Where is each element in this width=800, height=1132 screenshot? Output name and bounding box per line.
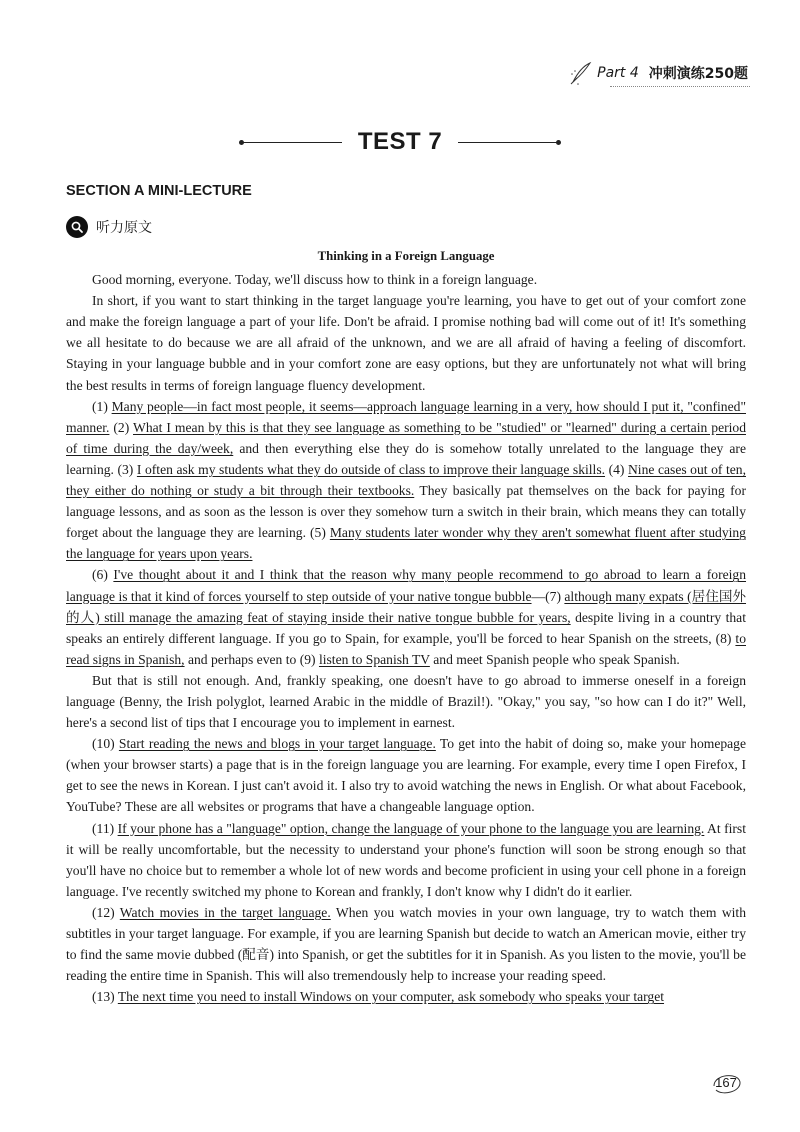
blank-number: (8) (711, 630, 736, 646)
blank-number: (3) (113, 461, 137, 477)
paragraph-5: But that is still not enough. And, frankly speaking, one doesn't have to go abroad to immerse oneself in a foreign language (Benny, the Irish polyglot, learned Arabic in the middle of Brazil!). "Okay," you say, "so how can I do it?" Well, here's a second list of tips that I encourage you to implement in earnest. (66, 672, 746, 731)
answer-sentence: What I mean by this is that they see language as something to be "studied" or "learned" during a certain period of time during the day/week, (66, 419, 746, 456)
paragraph-6 (66, 733, 746, 817)
blank-number: —(7) (531, 588, 565, 604)
blank-number: (1) (92, 398, 112, 414)
answer-sentence: Many students later wonder why they aren't somewhat fluent after studying the language for years upon years. (66, 525, 746, 562)
page-number (708, 1066, 744, 1098)
answer-sentence: Watch movies in the target language. (119, 904, 331, 920)
paragraph-8 (66, 902, 746, 986)
answer-sentence: to read signs in Spanish, (66, 630, 746, 667)
body-text: To get into the habit of doing so, make your homepage (when your browser starts) a page that is in the foreign language you are learning. For example, every time I open Firefox, I get to see the news in Korean. I just can't avoid it. I also try to avoid watching the news in English. Or what about Facebook, YouTube? These are all websites or programs that have a changeable language option. (66, 736, 747, 815)
body-text: despite living in a country that speaks an entirely different language. If you go to Spain, for example, you'll be forced to hear Spanish on the streets, (66, 609, 746, 646)
blank-number: (2) (109, 419, 133, 435)
article-title: Thinking in a Foreign Language (317, 249, 495, 263)
part-label: Part 4 (597, 65, 639, 81)
quill-icon (569, 60, 593, 86)
body-text: and meet Spanish people who speak Spanish. (429, 651, 680, 667)
answer-sentence: Start reading the news and blogs in your target language. (118, 736, 436, 752)
blank-number: (10) (92, 736, 119, 752)
paragraph-4 (66, 564, 746, 669)
answer-sentence: although many expats (居住国外的人) still manage the amazing feat of staying inside their native tongue bubble for years, (66, 588, 747, 625)
paragraph-2: In short, if you want to start thinking in the target language you're learning, you have to get out of your comfort zone and make the foreign language a part of your life. Don't be afraid. I promise nothing bad will come out of it! It's something we all hesitate to do because we are all afraid of the unknown, and we are all afraid of having a feeling of discomfort. Staying in your language bubble and in your comfort zone are easy options, but they are unfortunately not what will bring the best results in terms of foreign language fluency development. (66, 293, 746, 393)
running-header (569, 60, 748, 86)
blank-number: (5) (306, 525, 330, 541)
test-title-bar (0, 128, 800, 156)
title-rule-right (458, 142, 558, 143)
blank-number: (13) (92, 989, 118, 1005)
answer-sentence: If your phone has a "language" option, change the language of your phone to the language you are learning. (117, 820, 705, 836)
answer-sentence: Nine cases out of ten, they either do nothing or study a bit through their textbooks. (66, 461, 746, 499)
answer-sentence: Many people—in fact most people, it seems—approach language learning in a very, how should I put it, "confined" manner. (66, 398, 746, 435)
blank-number: (11) (92, 820, 118, 836)
answer-sentence: The next time you need to install Windows on your computer, ask somebody who speaks your target (117, 989, 665, 1005)
transcript-label-text: 听力原文 (96, 220, 152, 236)
section-heading: SECTION A MINI-LECTURE (66, 183, 252, 199)
blank-number: (9) (296, 651, 319, 667)
paragraph-3 (66, 396, 746, 565)
blank-number: (6) (92, 567, 114, 583)
answer-sentence: listen to Spanish TV (318, 651, 430, 667)
test-title: TEST 7 (357, 128, 443, 155)
blank-number: (4) (605, 461, 628, 477)
answer-sentence: I've thought about it and I think that the reason why many people recommend to go abroad to learn a foreign language is that it kind of forces yourself to step outside of your native tongue bubble (66, 567, 747, 604)
blank-number: (12) (92, 904, 120, 920)
body-text: and then everything else they do is somehow totally unrelated to the language they are learning. (66, 440, 746, 477)
paragraph-9 (66, 986, 746, 1007)
body-text: and perhaps even to (184, 651, 297, 667)
magnifier-icon (66, 216, 88, 238)
paragraph-7 (66, 818, 746, 902)
body-text: They basically pat themselves on the back for paying for language lessons, and as soon as the lesson is over they somehow turn a switch in their brain, which means they can totally forget about the language they are learning. (66, 483, 746, 541)
header-title: 冲刺演练250题 (648, 66, 748, 82)
answer-sentence: I often ask my students what they do outside of class to improve their language skills. (136, 461, 606, 477)
page-number-text: 167 (715, 1074, 737, 1090)
transcript-body (66, 246, 746, 1007)
paragraph-1: Good morning, everyone. Today, we'll discuss how to think in a foreign language. (92, 272, 538, 288)
body-text: When you watch movies in your own language, try to watch them with subtitles in your target language. For example, if you are learning Spanish but decide to watch an American movie, either try to find the same movie dubbed (配音) into Spanish, or get the subtitles for it in Spanish. As you listen to the movie, you'll be reading the entire time in Spanish. This will also tremendously help to increase your reading speed. (66, 904, 746, 984)
title-rule-left (242, 142, 342, 143)
header-rule (610, 86, 750, 87)
transcript-label (66, 216, 152, 238)
body-text: At first it will be really uncomfortable, but the necessity to understand your phone's function will soon be strong enough so that you'll have no choice but to remember a whole lot of new words and become proficient in using your cell phone in a foreign language. I've recently switched my phone to Korean and frankly, I don't know why I didn't do it earlier. (66, 820, 746, 899)
